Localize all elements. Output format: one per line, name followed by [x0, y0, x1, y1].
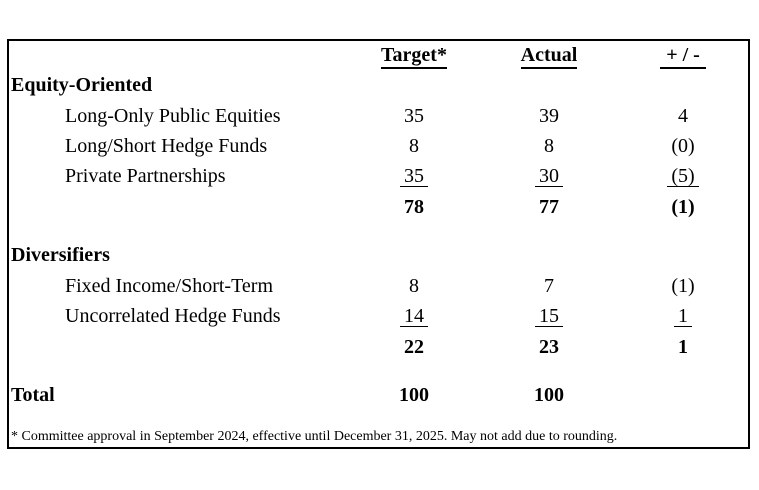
row-diff: (1) [671, 275, 695, 297]
row-actual: 15 [509, 305, 589, 327]
section-title-diversifiers: Diversifiers [11, 244, 110, 266]
row-label: Long-Only Public Equities [65, 105, 281, 127]
row-target: 8 [409, 275, 419, 297]
row-label: Private Partnerships [65, 165, 226, 187]
row-target: 8 [409, 135, 419, 157]
header-actual: Actual [509, 44, 589, 66]
row-diff: 4 [678, 105, 688, 127]
row-label: Fixed Income/Short-Term [65, 275, 273, 297]
row-target: 35 [404, 105, 424, 127]
header-diff: + / - [643, 44, 723, 66]
row-diff: (0) [671, 135, 695, 157]
subtotal-target: 78 [404, 196, 424, 218]
total-target: 100 [399, 384, 429, 406]
section-title-equity: Equity-Oriented [11, 74, 153, 96]
header-target: Target* [374, 44, 454, 66]
row-actual: 7 [544, 275, 554, 297]
subtotal-target: 22 [404, 336, 424, 358]
row-actual: 30 [509, 165, 589, 187]
row-diff: (5) [643, 165, 723, 187]
footnote: * Committee approval in September 2024, effective until December 31, 2025. May not add due to rounding. [11, 429, 618, 444]
row-target: 35 [374, 165, 454, 187]
subtotal-actual: 23 [539, 336, 559, 358]
subtotal-diff: 1 [678, 336, 688, 358]
row-label: Uncorrelated Hedge Funds [65, 305, 281, 327]
total-label: Total [11, 384, 55, 406]
total-actual: 100 [534, 384, 564, 406]
row-target: 14 [374, 305, 454, 327]
subtotal-diff: (1) [671, 196, 695, 218]
row-diff: 1 [643, 305, 723, 327]
row-label: Long/Short Hedge Funds [65, 135, 268, 157]
subtotal-actual: 77 [539, 196, 559, 218]
row-actual: 8 [544, 135, 554, 157]
row-actual: 39 [539, 105, 559, 127]
